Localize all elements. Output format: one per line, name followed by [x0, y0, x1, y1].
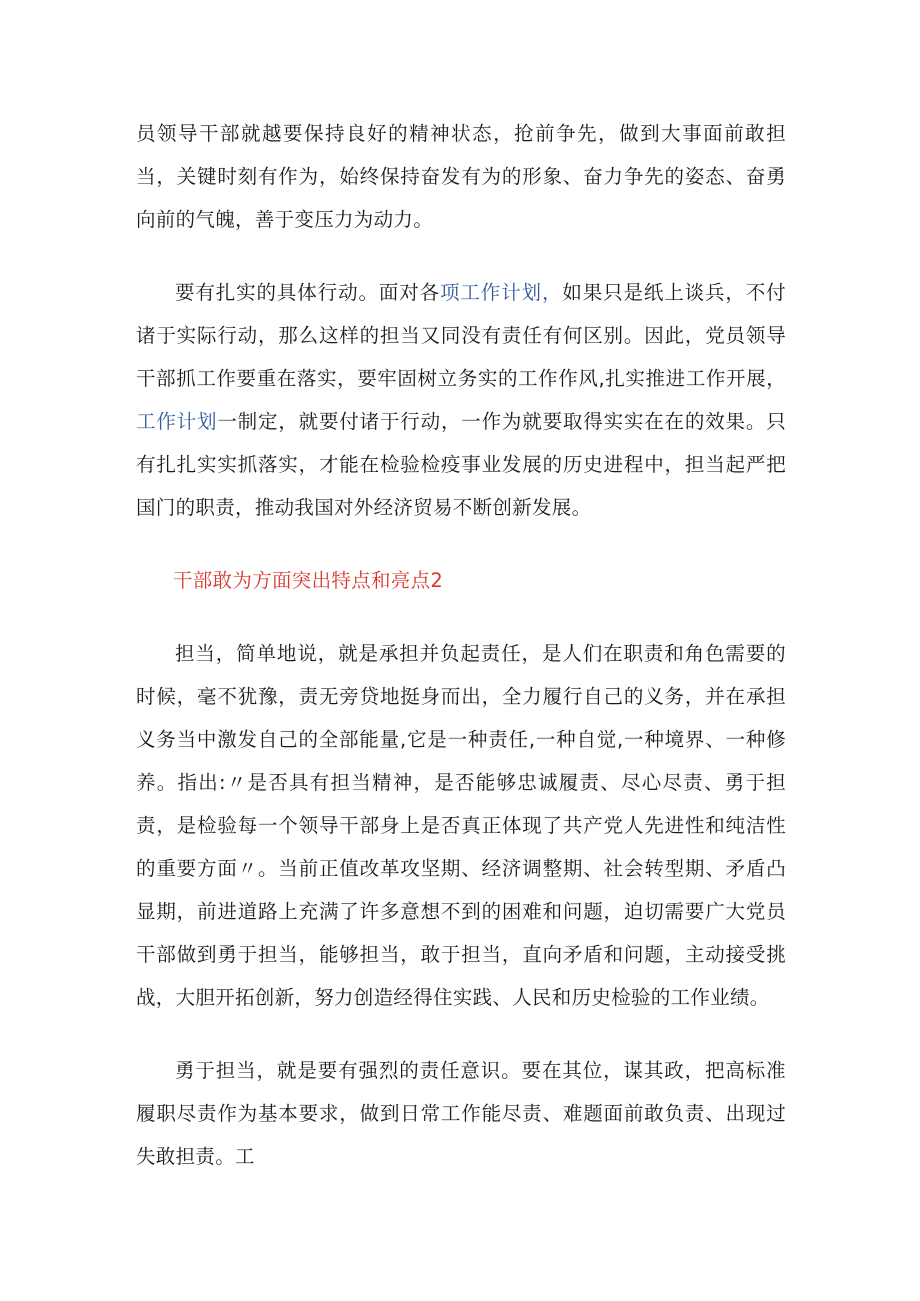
paragraph-3: 担当，简单地说，就是承担并负起责任，是人们在职责和角色需要的时候，毫不犹豫，责无旁贷地挺身而出，全力履行自己的义务，并在承担义务当中激发自己的全部能量,它是一种责任,一种自觉,一种境界、一种修养。指出:〃是否具有担当精神，是否能够忠诚履责、尽心尽责、勇于担责，是检验每一个领导干部身上是否真正体现了共产党人先进性和纯洁性的重要方面〃。当前正值改革攻坚期、经济调整期、社会转型期、矛盾凸显期，前进道路上充满了许多意想不到的困难和问题，迫切需要广大党员干部做到勇于担当，能够担当，敢于担当，直向矛盾和问题，主动接受挑战，大胆开拓创新，努力创造经得住实践、人民和历史检验的工作业绩。 [136, 642, 786, 1009]
paragraph-1: 员领导干部就越要保持良好的精神状态，抢前争先，做到大事面前敢担当，关键时刻有作为，始终保持奋发有为的形象、奋力争先的姿态、奋勇向前的气魄，善于变压力为动力。 [136, 122, 786, 231]
work-plan-link-2[interactable]: 工作计划 [136, 410, 218, 433]
section-heading: 干部敢为方面突出特点和亮点2 [173, 569, 444, 592]
paragraph-4: 勇于担当，就是要有强烈的责任意识。要在其位，谋其政，把高标准履职尽责作为基本要求，做到日常工作能尽责、难题面前敢负责、出现过失敢担责。工 [136, 1059, 786, 1168]
paragraph-2 [136, 271, 786, 529]
work-plan-link-1[interactable]: 项工作计划， [440, 281, 563, 304]
paragraph-2-text-b: 如果只是纸上谈兵，不付诸于实际行动，那么这样的担当又同没有责任有何区别。因此，党员领导干部抓工作要重在落实，要牢固树立务实的工作作风,扎实推进工作开展， [136, 281, 786, 390]
paragraph-2-text-c: 一制定，就要付诸于行动，一作为就要取得实实在在的效果。只有扎扎实实抓落实，才能在检验检疫事业发展的历史进程中，担当起严把国门的职责，推动我国对外经济贸易不断创新发展。 [136, 410, 787, 519]
document-body [136, 112, 786, 1178]
paragraph-2-text-a: 要有扎实的具体行动。面对各 [175, 281, 441, 304]
